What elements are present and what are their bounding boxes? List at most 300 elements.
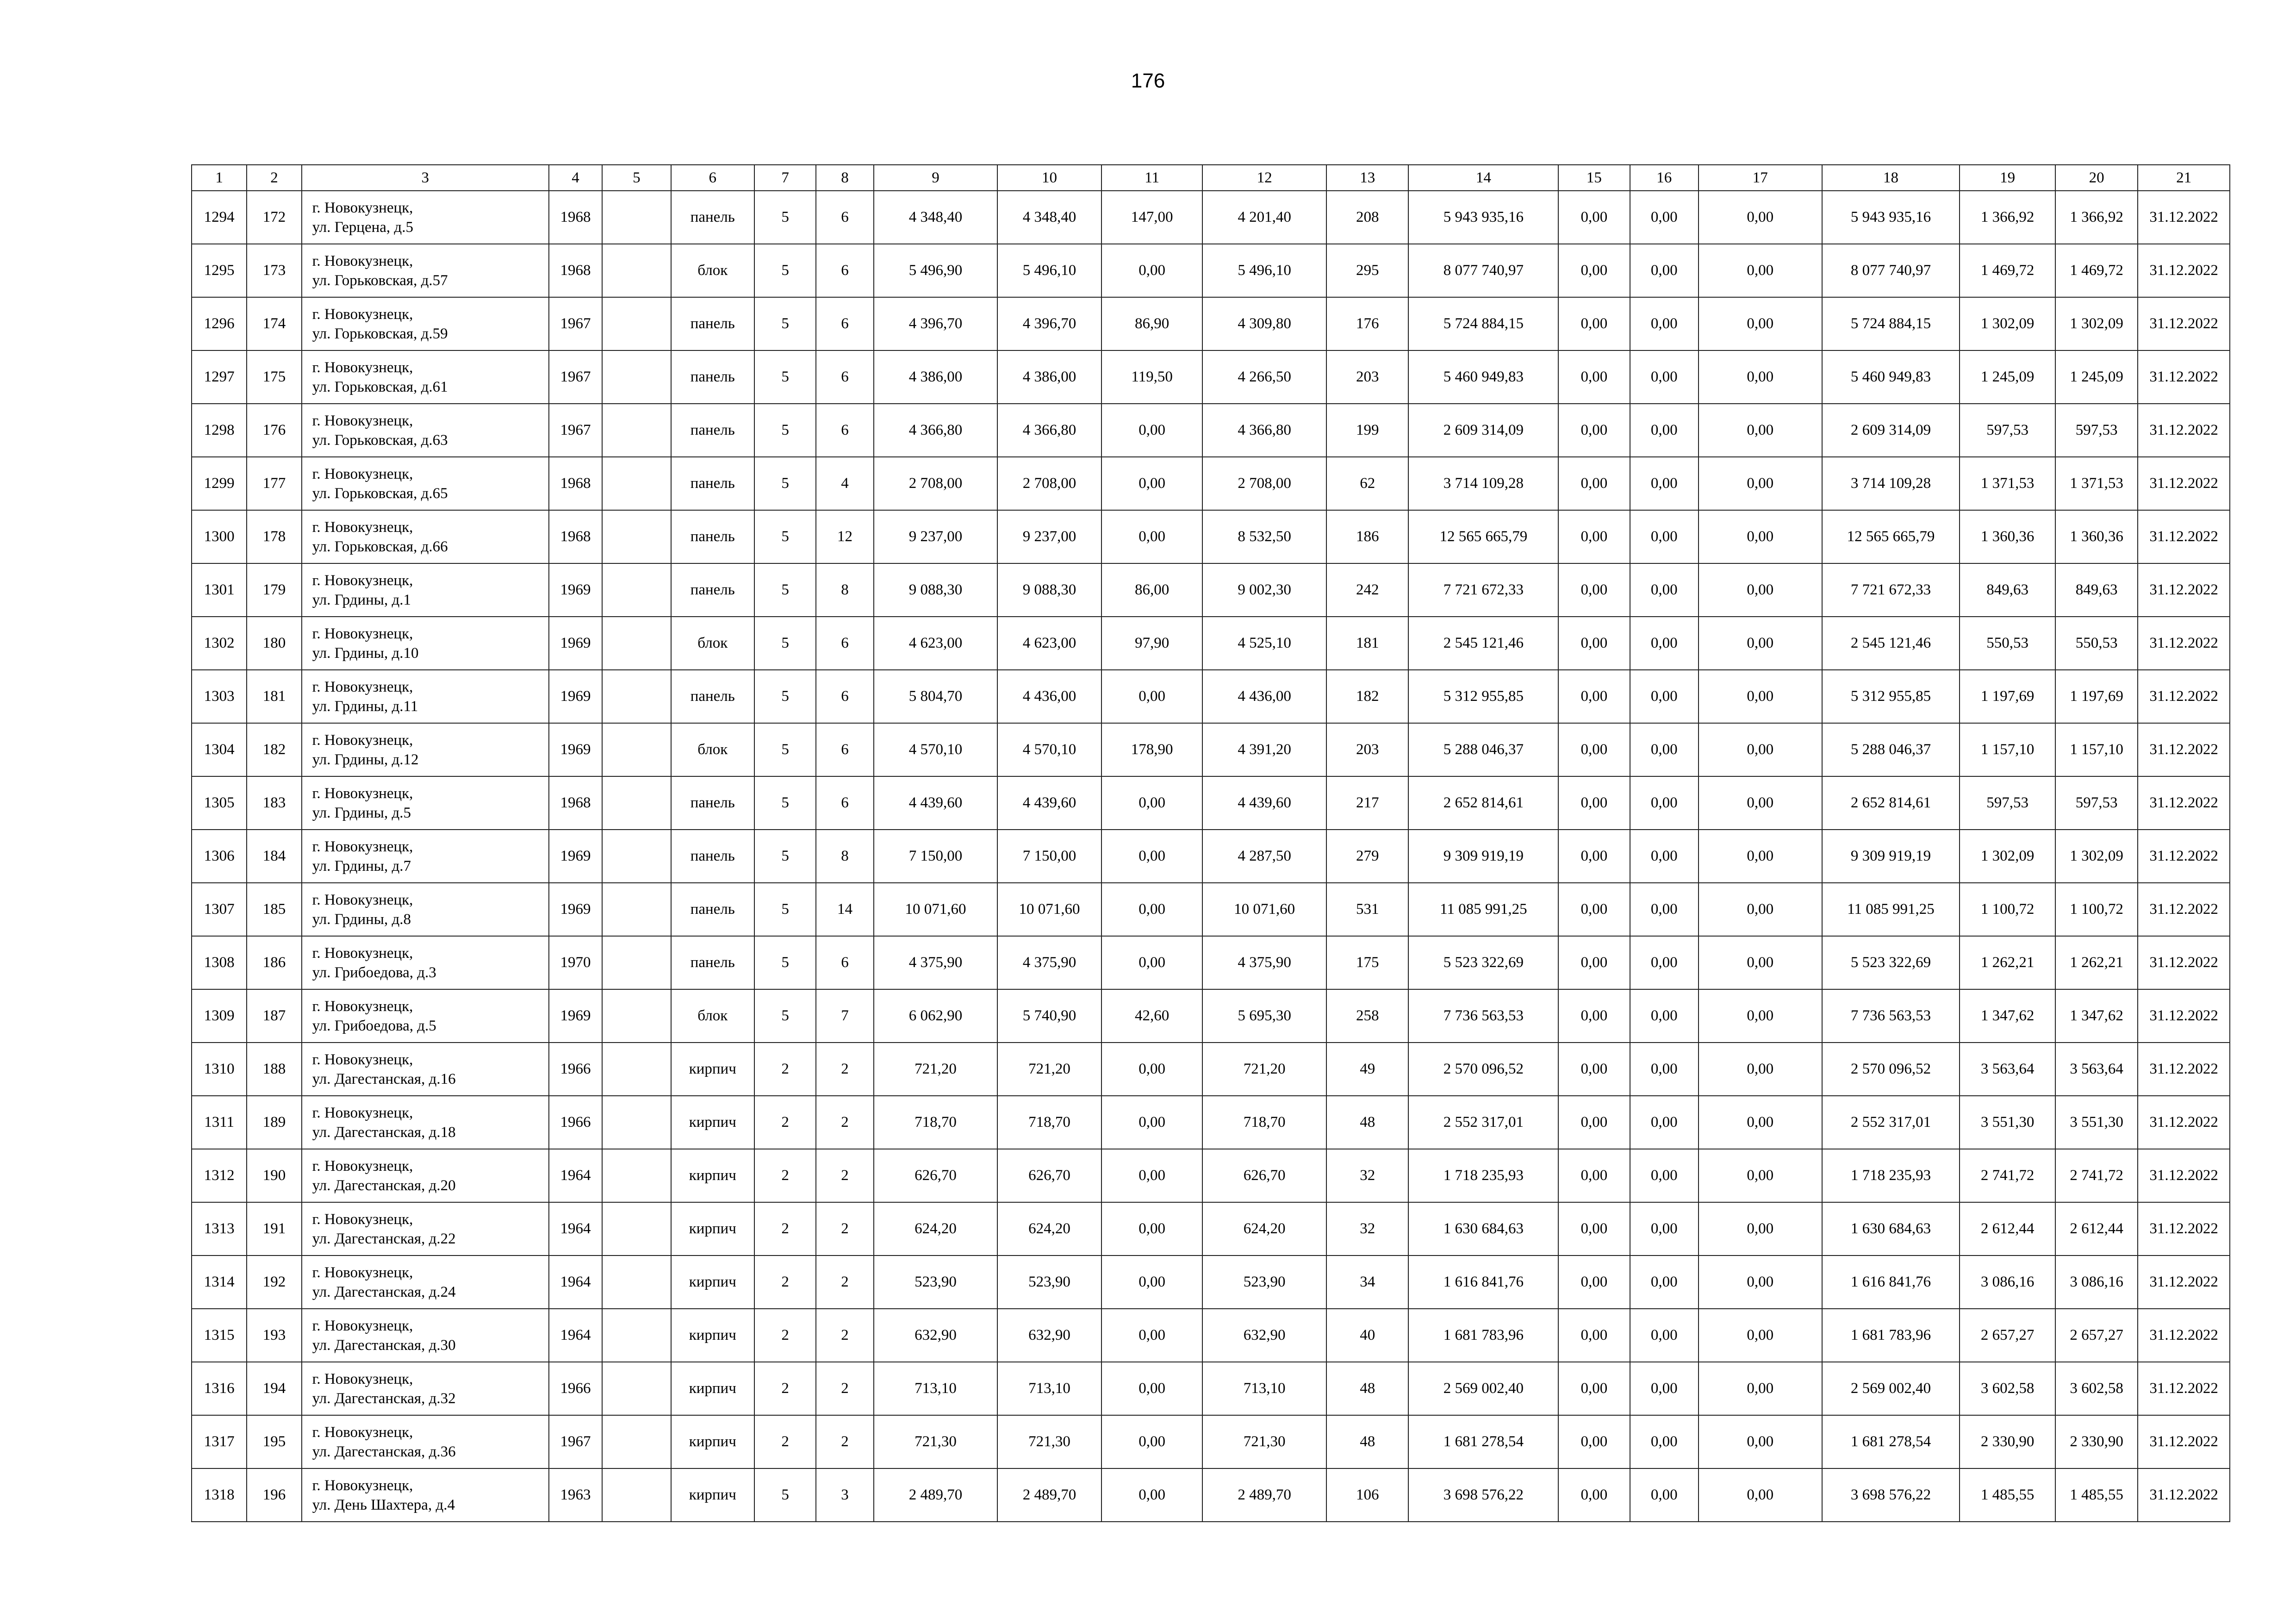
cell-col-4: 1969	[549, 989, 602, 1043]
cell-col-15: 0,00	[1558, 670, 1630, 723]
cell-col-16: 0,00	[1630, 510, 1699, 563]
column-number-header-row	[192, 165, 2230, 191]
cell-col-8: 2	[816, 1043, 873, 1096]
cell-col-7: 2	[754, 1043, 816, 1096]
address-street: ул. День Шахтера, д.4	[312, 1496, 455, 1513]
cell-col-14: 12 565 665,79	[1408, 510, 1558, 563]
cell-col-9: 721,20	[874, 1043, 998, 1096]
cell-col-10: 721,30	[997, 1415, 1101, 1468]
address-street: ул. Дагестанская, д.20	[312, 1177, 456, 1194]
cell-col-18: 1 718 235,93	[1822, 1149, 1960, 1202]
cell-col-13: 208	[1326, 191, 1408, 244]
address-city: г. Новокузнецк,	[312, 359, 413, 376]
address-street: ул. Грибоедова, д.5	[312, 1017, 436, 1034]
cell-col-6: блок	[671, 244, 754, 297]
cell-col-1: 1308	[192, 936, 247, 989]
cell-col-20: 3 563,64	[2055, 1043, 2138, 1096]
table-row	[192, 1309, 2230, 1362]
cell-col-18: 5 523 322,69	[1822, 936, 1960, 989]
address-cell	[302, 1096, 549, 1149]
cell-col-19: 597,53	[1960, 776, 2055, 830]
cell-col-15: 0,00	[1558, 297, 1630, 350]
cell-col-6: кирпич	[671, 1096, 754, 1149]
cell-col-13: 106	[1326, 1468, 1408, 1522]
address-city: г. Новокузнецк,	[312, 998, 413, 1015]
cell-col-15: 0,00	[1558, 1149, 1630, 1202]
cell-col-18: 2 569 002,40	[1822, 1362, 1960, 1415]
cell-col-21: 31.12.2022	[2138, 723, 2230, 776]
cell-col-17: 0,00	[1699, 297, 1822, 350]
cell-col-20: 3 086,16	[2055, 1255, 2138, 1309]
cell-col-16: 0,00	[1630, 936, 1699, 989]
cell-col-7: 2	[754, 1149, 816, 1202]
cell-col-15: 0,00	[1558, 457, 1630, 510]
cell-col-12: 632,90	[1202, 1309, 1326, 1362]
column-header-19: 19	[1960, 165, 2055, 191]
cell-col-2: 189	[247, 1096, 301, 1149]
cell-col-18: 2 570 096,52	[1822, 1043, 1960, 1096]
cell-col-8: 7	[816, 989, 873, 1043]
table-row	[192, 1202, 2230, 1255]
cell-col-10: 7 150,00	[997, 830, 1101, 883]
cell-col-7: 5	[754, 191, 816, 244]
address-street: ул. Дагестанская, д.24	[312, 1283, 456, 1300]
table-row	[192, 1415, 2230, 1468]
cell-col-19: 1 469,72	[1960, 244, 2055, 297]
cell-col-7: 5	[754, 297, 816, 350]
cell-col-21: 31.12.2022	[2138, 936, 2230, 989]
cell-col-7: 2	[754, 1202, 816, 1255]
cell-col-1: 1298	[192, 404, 247, 457]
cell-col-4: 1964	[549, 1149, 602, 1202]
table-row	[192, 670, 2230, 723]
cell-col-10: 4 348,40	[997, 191, 1101, 244]
cell-col-19: 2 330,90	[1960, 1415, 2055, 1468]
cell-col-6: панель	[671, 670, 754, 723]
cell-col-19: 1 262,21	[1960, 936, 2055, 989]
cell-col-17: 0,00	[1699, 883, 1822, 936]
cell-col-4: 1967	[549, 297, 602, 350]
cell-col-18: 8 077 740,97	[1822, 244, 1960, 297]
cell-col-20: 1 262,21	[2055, 936, 2138, 989]
cell-col-8: 6	[816, 350, 873, 404]
cell-col-10: 2 708,00	[997, 457, 1101, 510]
cell-col-21: 31.12.2022	[2138, 563, 2230, 617]
cell-col-5	[602, 1415, 671, 1468]
cell-col-10: 713,10	[997, 1362, 1101, 1415]
cell-col-11: 0,00	[1101, 457, 1203, 510]
cell-col-9: 721,30	[874, 1415, 998, 1468]
address-cell	[302, 563, 549, 617]
cell-col-1: 1318	[192, 1468, 247, 1522]
cell-col-5	[602, 350, 671, 404]
address-street: ул. Дагестанская, д.30	[312, 1337, 456, 1354]
cell-col-9: 4 348,40	[874, 191, 998, 244]
cell-col-1: 1314	[192, 1255, 247, 1309]
cell-col-6: блок	[671, 617, 754, 670]
cell-col-14: 2 570 096,52	[1408, 1043, 1558, 1096]
cell-col-5	[602, 989, 671, 1043]
cell-col-12: 2 489,70	[1202, 1468, 1326, 1522]
cell-col-20: 1 302,09	[2055, 297, 2138, 350]
cell-col-17: 0,00	[1699, 670, 1822, 723]
cell-col-18: 11 085 991,25	[1822, 883, 1960, 936]
address-cell	[302, 297, 549, 350]
cell-col-13: 279	[1326, 830, 1408, 883]
cell-col-12: 5 496,10	[1202, 244, 1326, 297]
cell-col-6: панель	[671, 297, 754, 350]
cell-col-20: 1 360,36	[2055, 510, 2138, 563]
cell-col-12: 4 436,00	[1202, 670, 1326, 723]
cell-col-8: 2	[816, 1362, 873, 1415]
cell-col-11: 86,00	[1101, 563, 1203, 617]
cell-col-1: 1312	[192, 1149, 247, 1202]
cell-col-15: 0,00	[1558, 830, 1630, 883]
address-street: ул. Грдины, д.12	[312, 751, 419, 768]
cell-col-7: 5	[754, 883, 816, 936]
cell-col-2: 192	[247, 1255, 301, 1309]
cell-col-10: 4 623,00	[997, 617, 1101, 670]
cell-col-11: 0,00	[1101, 883, 1203, 936]
column-header-13: 13	[1326, 165, 1408, 191]
cell-col-19: 597,53	[1960, 404, 2055, 457]
cell-col-16: 0,00	[1630, 1468, 1699, 1522]
cell-col-21: 31.12.2022	[2138, 191, 2230, 244]
cell-col-7: 2	[754, 1309, 816, 1362]
cell-col-17: 0,00	[1699, 563, 1822, 617]
cell-col-17: 0,00	[1699, 936, 1822, 989]
address-street: ул. Дагестанская, д.36	[312, 1443, 456, 1460]
cell-col-9: 4 375,90	[874, 936, 998, 989]
cell-col-6: панель	[671, 776, 754, 830]
cell-col-5	[602, 1468, 671, 1522]
cell-col-16: 0,00	[1630, 1255, 1699, 1309]
cell-col-20: 597,53	[2055, 776, 2138, 830]
cell-col-11: 0,00	[1101, 510, 1203, 563]
address-cell	[302, 1149, 549, 1202]
address-city: г. Новокузнецк,	[312, 465, 413, 482]
cell-col-2: 176	[247, 404, 301, 457]
cell-col-10: 624,20	[997, 1202, 1101, 1255]
address-city: г. Новокузнецк,	[312, 1211, 413, 1228]
cell-col-7: 5	[754, 457, 816, 510]
address-city: г. Новокузнецк,	[312, 1317, 413, 1334]
cell-col-13: 531	[1326, 883, 1408, 936]
cell-col-21: 31.12.2022	[2138, 1415, 2230, 1468]
cell-col-13: 175	[1326, 936, 1408, 989]
cell-col-12: 721,30	[1202, 1415, 1326, 1468]
cell-col-20: 1 197,69	[2055, 670, 2138, 723]
cell-col-15: 0,00	[1558, 883, 1630, 936]
cell-col-16: 0,00	[1630, 617, 1699, 670]
column-header-14: 14	[1408, 165, 1558, 191]
cell-col-16: 0,00	[1630, 830, 1699, 883]
cell-col-9: 4 386,00	[874, 350, 998, 404]
cell-col-9: 4 623,00	[874, 617, 998, 670]
cell-col-10: 10 071,60	[997, 883, 1101, 936]
cell-col-9: 2 489,70	[874, 1468, 998, 1522]
cell-col-12: 624,20	[1202, 1202, 1326, 1255]
table-row	[192, 1255, 2230, 1309]
cell-col-12: 4 266,50	[1202, 350, 1326, 404]
address-street: ул. Дагестанская, д.22	[312, 1230, 456, 1247]
cell-col-17: 0,00	[1699, 1468, 1822, 1522]
address-city: г. Новокузнецк,	[312, 944, 413, 962]
cell-col-17: 0,00	[1699, 1309, 1822, 1362]
cell-col-11: 0,00	[1101, 830, 1203, 883]
cell-col-6: кирпич	[671, 1202, 754, 1255]
column-header-10: 10	[997, 165, 1101, 191]
cell-col-12: 4 525,10	[1202, 617, 1326, 670]
address-street: ул. Грдины, д.10	[312, 644, 419, 662]
cell-col-14: 5 312 955,85	[1408, 670, 1558, 723]
cell-col-5	[602, 1362, 671, 1415]
cell-col-19: 849,63	[1960, 563, 2055, 617]
cell-col-15: 0,00	[1558, 191, 1630, 244]
address-cell	[302, 670, 549, 723]
cell-col-12: 10 071,60	[1202, 883, 1326, 936]
column-header-7: 7	[754, 165, 816, 191]
cell-col-11: 0,00	[1101, 404, 1203, 457]
cell-col-11: 0,00	[1101, 1468, 1203, 1522]
cell-col-11: 42,60	[1101, 989, 1203, 1043]
table-row	[192, 936, 2230, 989]
cell-col-7: 5	[754, 936, 816, 989]
cell-col-9: 4 570,10	[874, 723, 998, 776]
cell-col-11: 0,00	[1101, 1415, 1203, 1468]
cell-col-14: 1 630 684,63	[1408, 1202, 1558, 1255]
cell-col-16: 0,00	[1630, 883, 1699, 936]
cell-col-20: 1 371,53	[2055, 457, 2138, 510]
cell-col-15: 0,00	[1558, 1255, 1630, 1309]
cell-col-5	[602, 617, 671, 670]
cell-col-6: блок	[671, 723, 754, 776]
cell-col-16: 0,00	[1630, 1043, 1699, 1096]
cell-col-11: 97,90	[1101, 617, 1203, 670]
cell-col-8: 12	[816, 510, 873, 563]
cell-col-19: 1 485,55	[1960, 1468, 2055, 1522]
address-city: г. Новокузнецк,	[312, 891, 413, 908]
cell-col-19: 3 563,64	[1960, 1043, 2055, 1096]
column-header-11: 11	[1101, 165, 1203, 191]
cell-col-20: 1 347,62	[2055, 989, 2138, 1043]
column-header-9: 9	[874, 165, 998, 191]
address-cell	[302, 830, 549, 883]
cell-col-4: 1969	[549, 670, 602, 723]
cell-col-2: 196	[247, 1468, 301, 1522]
table-row	[192, 1043, 2230, 1096]
cell-col-7: 5	[754, 563, 816, 617]
cell-col-16: 0,00	[1630, 1202, 1699, 1255]
cell-col-2: 180	[247, 617, 301, 670]
cell-col-2: 184	[247, 830, 301, 883]
cell-col-6: кирпич	[671, 1309, 754, 1362]
cell-col-21: 31.12.2022	[2138, 244, 2230, 297]
address-street: ул. Грдины, д.11	[312, 698, 418, 715]
cell-col-2: 193	[247, 1309, 301, 1362]
cell-col-16: 0,00	[1630, 723, 1699, 776]
cell-col-12: 8 532,50	[1202, 510, 1326, 563]
cell-col-17: 0,00	[1699, 989, 1822, 1043]
cell-col-21: 31.12.2022	[2138, 297, 2230, 350]
address-cell	[302, 457, 549, 510]
address-city: г. Новокузнецк,	[312, 1424, 413, 1441]
cell-col-5	[602, 936, 671, 989]
cell-col-6: панель	[671, 404, 754, 457]
address-street: ул. Горьковская, д.65	[312, 485, 448, 502]
cell-col-5	[602, 883, 671, 936]
cell-col-15: 0,00	[1558, 723, 1630, 776]
table-row	[192, 723, 2230, 776]
cell-col-9: 5 804,70	[874, 670, 998, 723]
cell-col-14: 5 460 949,83	[1408, 350, 1558, 404]
column-header-15: 15	[1558, 165, 1630, 191]
cell-col-16: 0,00	[1630, 457, 1699, 510]
cell-col-7: 5	[754, 776, 816, 830]
cell-col-4: 1969	[549, 563, 602, 617]
cell-col-12: 4 439,60	[1202, 776, 1326, 830]
cell-col-1: 1311	[192, 1096, 247, 1149]
cell-col-19: 3 086,16	[1960, 1255, 2055, 1309]
cell-col-15: 0,00	[1558, 1362, 1630, 1415]
cell-col-4: 1966	[549, 1096, 602, 1149]
cell-col-10: 4 375,90	[997, 936, 1101, 989]
cell-col-8: 6	[816, 776, 873, 830]
table-row	[192, 617, 2230, 670]
cell-col-17: 0,00	[1699, 1149, 1822, 1202]
cell-col-15: 0,00	[1558, 510, 1630, 563]
cell-col-8: 6	[816, 244, 873, 297]
table-row	[192, 776, 2230, 830]
cell-col-18: 3 698 576,22	[1822, 1468, 1960, 1522]
cell-col-8: 6	[816, 723, 873, 776]
cell-col-14: 1 718 235,93	[1408, 1149, 1558, 1202]
cell-col-21: 31.12.2022	[2138, 830, 2230, 883]
cell-col-6: кирпич	[671, 1468, 754, 1522]
address-city: г. Новокузнецк,	[312, 1104, 413, 1121]
cell-col-8: 2	[816, 1202, 873, 1255]
cell-col-21: 31.12.2022	[2138, 1043, 2230, 1096]
cell-col-19: 1 302,09	[1960, 830, 2055, 883]
cell-col-21: 31.12.2022	[2138, 350, 2230, 404]
cell-col-13: 34	[1326, 1255, 1408, 1309]
cell-col-21: 31.12.2022	[2138, 1309, 2230, 1362]
cell-col-16: 0,00	[1630, 989, 1699, 1043]
cell-col-10: 9 088,30	[997, 563, 1101, 617]
cell-col-20: 1 469,72	[2055, 244, 2138, 297]
cell-col-11: 0,00	[1101, 670, 1203, 723]
cell-col-4: 1968	[549, 191, 602, 244]
cell-col-20: 3 551,30	[2055, 1096, 2138, 1149]
cell-col-8: 3	[816, 1468, 873, 1522]
cell-col-1: 1297	[192, 350, 247, 404]
cell-col-16: 0,00	[1630, 404, 1699, 457]
cell-col-7: 5	[754, 350, 816, 404]
cell-col-14: 5 523 322,69	[1408, 936, 1558, 989]
cell-col-7: 5	[754, 617, 816, 670]
cell-col-5	[602, 723, 671, 776]
cell-col-7: 5	[754, 510, 816, 563]
cell-col-5	[602, 776, 671, 830]
cell-col-19: 1 371,53	[1960, 457, 2055, 510]
cell-col-15: 0,00	[1558, 936, 1630, 989]
cell-col-12: 626,70	[1202, 1149, 1326, 1202]
cell-col-4: 1968	[549, 457, 602, 510]
cell-col-9: 523,90	[874, 1255, 998, 1309]
cell-col-16: 0,00	[1630, 350, 1699, 404]
address-city: г. Новокузнецк,	[312, 625, 413, 642]
cell-col-19: 2 657,27	[1960, 1309, 2055, 1362]
column-header-3: 3	[302, 165, 549, 191]
cell-col-4: 1968	[549, 510, 602, 563]
cell-col-18: 2 609 314,09	[1822, 404, 1960, 457]
cell-col-6: панель	[671, 191, 754, 244]
cell-col-20: 849,63	[2055, 563, 2138, 617]
cell-col-2: 190	[247, 1149, 301, 1202]
cell-col-19: 550,53	[1960, 617, 2055, 670]
cell-col-9: 4 439,60	[874, 776, 998, 830]
cell-col-15: 0,00	[1558, 244, 1630, 297]
cell-col-9: 6 062,90	[874, 989, 998, 1043]
cell-col-1: 1315	[192, 1309, 247, 1362]
cell-col-16: 0,00	[1630, 244, 1699, 297]
cell-col-18: 2 545 121,46	[1822, 617, 1960, 670]
column-header-5: 5	[602, 165, 671, 191]
cell-col-9: 9 088,30	[874, 563, 998, 617]
cell-col-4: 1967	[549, 404, 602, 457]
cell-col-10: 2 489,70	[997, 1468, 1101, 1522]
cell-col-12: 721,20	[1202, 1043, 1326, 1096]
cell-col-10: 5 740,90	[997, 989, 1101, 1043]
cell-col-4: 1964	[549, 1309, 602, 1362]
cell-col-6: панель	[671, 830, 754, 883]
address-street: ул. Горьковская, д.66	[312, 538, 448, 555]
cell-col-7: 5	[754, 989, 816, 1043]
cell-col-12: 718,70	[1202, 1096, 1326, 1149]
cell-col-21: 31.12.2022	[2138, 457, 2230, 510]
cell-col-2: 175	[247, 350, 301, 404]
address-cell	[302, 244, 549, 297]
cell-col-9: 718,70	[874, 1096, 998, 1149]
cell-col-18: 2 652 814,61	[1822, 776, 1960, 830]
cell-col-10: 626,70	[997, 1149, 1101, 1202]
page-number: 176	[1131, 69, 1165, 92]
cell-col-17: 0,00	[1699, 191, 1822, 244]
cell-col-11: 0,00	[1101, 1096, 1203, 1149]
address-cell	[302, 1202, 549, 1255]
cell-col-17: 0,00	[1699, 1096, 1822, 1149]
cell-col-15: 0,00	[1558, 1468, 1630, 1522]
cell-col-20: 3 602,58	[2055, 1362, 2138, 1415]
cell-col-6: панель	[671, 350, 754, 404]
cell-col-13: 62	[1326, 457, 1408, 510]
cell-col-1: 1302	[192, 617, 247, 670]
cell-col-12: 9 002,30	[1202, 563, 1326, 617]
address-city: г. Новокузнецк,	[312, 838, 413, 855]
cell-col-8: 14	[816, 883, 873, 936]
cell-col-15: 0,00	[1558, 1096, 1630, 1149]
cell-col-1: 1300	[192, 510, 247, 563]
cell-col-5	[602, 1202, 671, 1255]
cell-col-2: 172	[247, 191, 301, 244]
cell-col-9: 626,70	[874, 1149, 998, 1202]
cell-col-15: 0,00	[1558, 1309, 1630, 1362]
cell-col-2: 186	[247, 936, 301, 989]
address-cell	[302, 350, 549, 404]
table-row	[192, 404, 2230, 457]
cell-col-6: кирпич	[671, 1415, 754, 1468]
cell-col-21: 31.12.2022	[2138, 1096, 2230, 1149]
